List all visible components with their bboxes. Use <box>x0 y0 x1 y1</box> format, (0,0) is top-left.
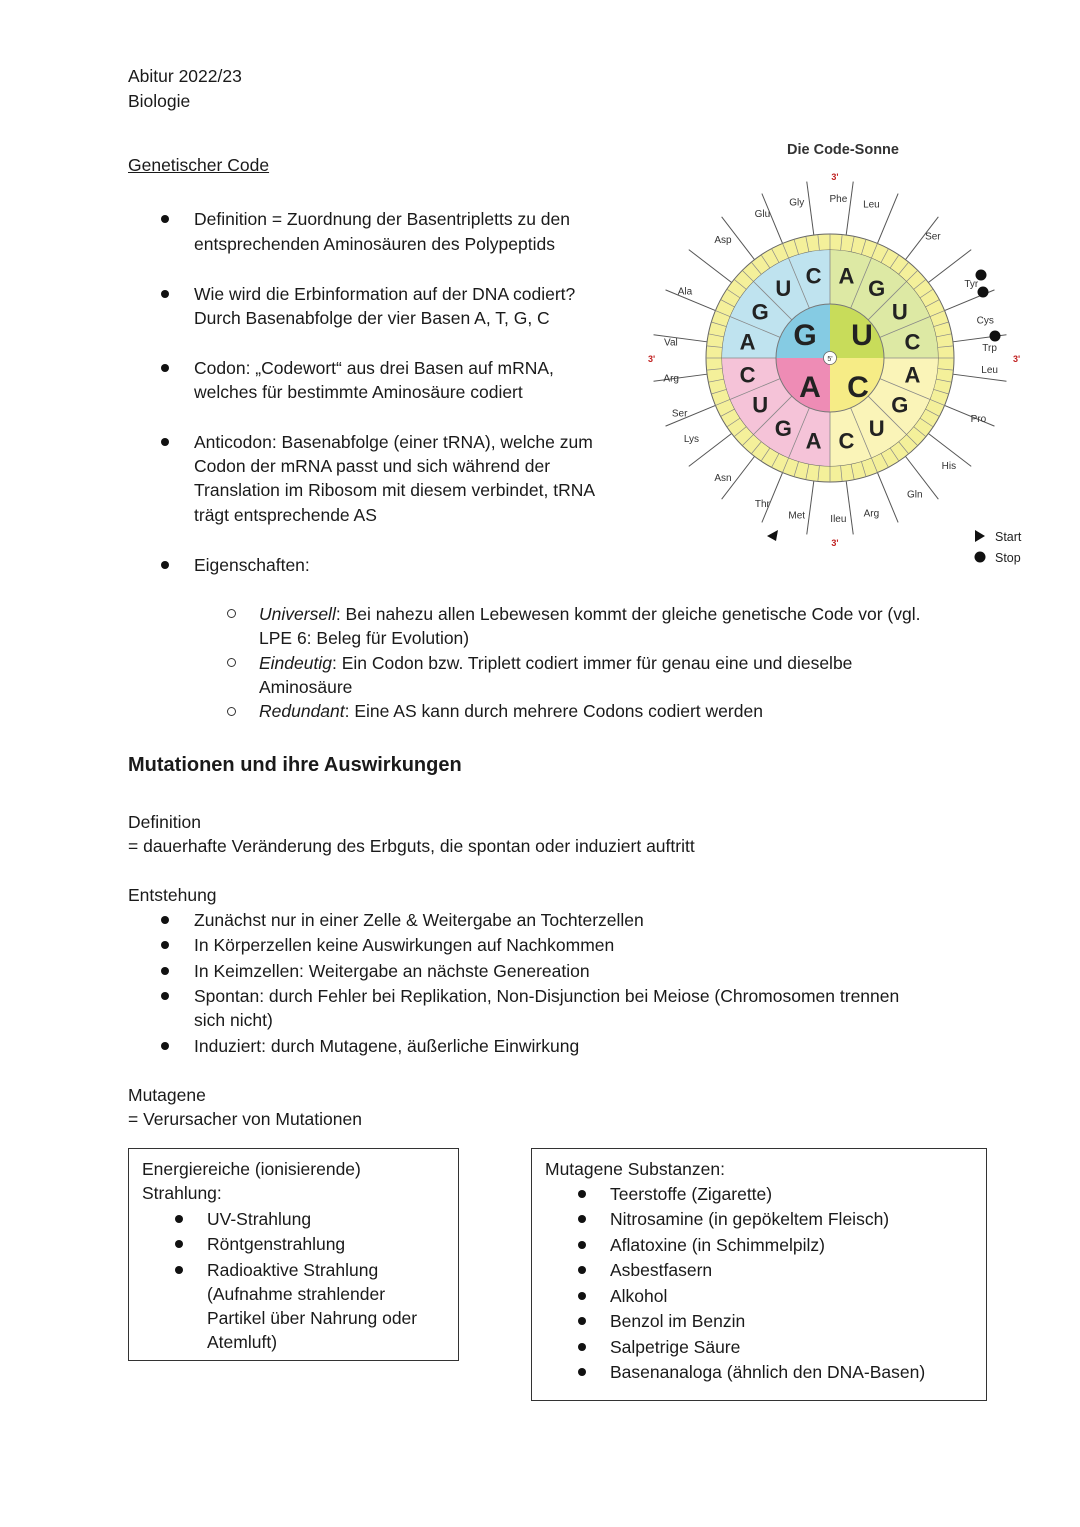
bullet-icon <box>578 1368 586 1376</box>
bullet-icon <box>578 1241 586 1249</box>
sun-ray <box>762 473 783 523</box>
bullet-icon <box>161 290 169 298</box>
code-sun-svg <box>640 136 1040 576</box>
bullet-text: Anticodon: Basenabfolge (einer tRNA), welche zum <box>194 432 593 452</box>
amino-acid-label: Ala <box>677 286 693 298</box>
start-marker-icon <box>767 530 778 541</box>
property-eindeutig-cont: Aminosäure <box>259 677 353 697</box>
amino-acid-label: Trp <box>982 342 997 354</box>
bullet-icon <box>161 561 169 569</box>
header-line-2: Biologie <box>128 91 191 111</box>
sun-ray <box>877 194 898 244</box>
property-redundant: Redundant: Eine AS kann durch mehrere Codons codiert werden <box>259 701 763 721</box>
bullet-text: Definition = Zuordnung der Basentripletts zu den <box>194 209 570 229</box>
amino-acid-label: Ileu <box>830 513 847 525</box>
amino-acid-label: Arg <box>863 508 880 520</box>
ring-2-base: G <box>868 276 886 302</box>
substance-item: Teerstoffe (Zigarette) <box>610 1184 773 1204</box>
amino-acid-label: Phe <box>829 194 848 206</box>
sun-ray <box>689 250 732 283</box>
circle-bullet-icon <box>227 707 236 716</box>
label-3-prime-top: 3' <box>831 172 839 182</box>
bullet-text: Wie wird die Erbinformation auf der DNA codiert? <box>194 284 576 304</box>
bullet-icon <box>161 992 169 1000</box>
bullet-text: welches für bestimmte Aminosäure codiert <box>194 382 523 402</box>
ring-2-base: G <box>891 392 909 418</box>
bullet-text: Codon der mRNA passt und sich während der <box>194 456 551 476</box>
sun-ray <box>945 405 995 426</box>
ring-2-base: U <box>891 299 908 325</box>
ring-2-base: A <box>805 428 822 454</box>
substance-item: Nitrosamine (in gepökeltem Fleisch) <box>610 1209 890 1229</box>
sun-ray <box>928 250 971 283</box>
legend-start-label: Start <box>995 530 1022 544</box>
property-universell: Universell: Bei nahezu allen Lebewesen kommt der gleiche genetische Code vor (vgl. <box>259 604 921 624</box>
mutagens-label: Mutagene <box>128 1085 206 1105</box>
bullet-text: Eigenschaften: <box>194 555 310 575</box>
amino-acid-label: Gln <box>907 489 923 501</box>
definition-label: Definition <box>128 812 201 832</box>
ring-2-base: C <box>805 263 822 289</box>
amino-acid-label: Asp <box>714 235 732 247</box>
legend-stop-icon <box>975 552 986 563</box>
sun-ray <box>654 335 708 342</box>
bullet-icon <box>161 941 169 949</box>
sun-ray <box>807 481 814 535</box>
bullet-icon <box>175 1240 183 1248</box>
origin-item: Induziert: durch Mutagene, äußerliche Einwirkung <box>194 1036 580 1056</box>
definition-text: = dauerhafte Veränderung des Erbguts, die spontan oder induziert auftritt <box>128 836 695 856</box>
bullet-icon <box>161 916 169 924</box>
ring-2-base: C <box>904 329 921 355</box>
radiation-item: UV-Strahlung <box>207 1209 312 1229</box>
legend-start-icon <box>975 530 985 542</box>
inner-base-g: G <box>793 319 817 352</box>
origin-item-cont: sich nicht) <box>194 1010 273 1030</box>
radiation-box <box>128 1148 459 1361</box>
amino-acid-label: Ser <box>925 231 941 243</box>
sun-ray <box>877 473 898 523</box>
bullet-icon <box>578 1215 586 1223</box>
bullet-icon <box>161 364 169 372</box>
label-3-prime-right: 3' <box>1013 354 1021 364</box>
amino-acid-label: Leu <box>981 365 998 377</box>
inner-base-c: C <box>847 371 869 404</box>
ring-2-base: A <box>904 362 921 388</box>
bullet-text: entsprechenden Aminosäuren des Polypeptids <box>194 234 555 254</box>
ring-2-base: U <box>868 415 885 441</box>
code-sun-diagram <box>640 136 1040 576</box>
radiation-item-cont: Partikel über Nahrung oder <box>207 1308 418 1328</box>
amino-acid-label: Asn <box>714 472 732 484</box>
mutagens-text: = Verursacher von Mutationen <box>128 1109 362 1129</box>
sun-ray <box>846 182 853 236</box>
origin-item: Zunächst nur in einer Zelle & Weitergabe an Tochterzellen <box>194 910 644 930</box>
ring-2-base: A <box>739 329 756 355</box>
radiation-item: Radioaktive Strahlung <box>207 1260 379 1280</box>
bullet-icon <box>161 438 169 446</box>
label-3-prime-bottom: 3' <box>831 538 839 548</box>
property-eindeutig: Eindeutig: Ein Codon bzw. Triplett codiert immer für genau eine und dieselbe <box>259 653 853 673</box>
stop-marker-icon <box>976 270 987 281</box>
amino-acid-label: Tyr <box>964 278 979 290</box>
ring-2-base: A <box>838 263 855 289</box>
amino-acid-label: Leu <box>863 199 880 211</box>
radiation-item-cont: (Aufnahme strahlender <box>207 1284 386 1304</box>
sun-ray <box>953 374 1007 381</box>
stop-marker-icon <box>990 331 1001 342</box>
sun-ray <box>846 481 853 535</box>
amino-acid-label: Cys <box>976 315 994 327</box>
substance-item: Basenanaloga (ähnlich den DNA-Basen) <box>610 1362 926 1382</box>
circle-bullet-icon <box>227 609 236 618</box>
bullet-icon <box>578 1317 586 1325</box>
bullet-icon <box>175 1215 183 1223</box>
substance-item: Aflatoxine (in Schimmelpilz) <box>610 1235 825 1255</box>
bullet-icon <box>578 1190 586 1198</box>
substances-box-title: Mutagene Substanzen: <box>545 1159 725 1179</box>
amino-acid-label: His <box>941 461 957 473</box>
amino-acid-label: Ser <box>671 408 688 420</box>
bullet-text: Translation im Ribosom mit diesem verbindet, tRNA <box>194 480 596 500</box>
amino-acid-label: Val <box>664 337 678 349</box>
sun-ray <box>807 182 814 236</box>
radiation-item: Röntgenstrahlung <box>207 1234 346 1254</box>
substance-item: Salpetrige Säure <box>610 1337 741 1357</box>
legend-stop-label: Stop <box>995 551 1021 565</box>
property-universell-cont: LPE 6: Beleg für Evolution) <box>259 628 470 648</box>
bullet-icon <box>578 1292 586 1300</box>
ring-2-base: U <box>775 276 792 302</box>
bullet-icon <box>161 1042 169 1050</box>
bullet-text: Durch Basenabfolge der vier Basen A, T, G, C <box>194 308 550 328</box>
amino-acid-label: Thr <box>754 499 770 511</box>
bullet-icon <box>175 1266 183 1274</box>
ring-2-base: G <box>751 299 769 325</box>
header-line-1: Abitur 2022/23 <box>128 66 242 86</box>
bullet-icon <box>161 215 169 223</box>
bullet-text: trägt entsprechende AS <box>194 505 377 525</box>
origin-label: Entstehung <box>128 885 217 905</box>
inner-base-u: U <box>851 319 873 352</box>
bullet-text: Codon: „Codewort“ aus drei Basen auf mRNA, <box>194 358 554 378</box>
amino-acid-label: Met <box>788 510 806 522</box>
ring-2-base: C <box>739 362 756 388</box>
amino-acid-label: Pro <box>970 413 987 425</box>
substance-item: Alkohol <box>610 1286 668 1306</box>
section-title-genetic-code: Genetischer Code <box>128 155 270 175</box>
sun-ray <box>654 374 708 381</box>
stop-marker-icon <box>978 287 989 298</box>
bullet-icon <box>578 1266 586 1274</box>
substance-item: Benzol im Benzin <box>610 1311 746 1331</box>
inner-base-a: A <box>799 371 821 404</box>
bullet-icon <box>578 1343 586 1351</box>
bullet-icon <box>161 967 169 975</box>
origin-item: In Körperzellen keine Auswirkungen auf Nachkommen <box>194 935 615 955</box>
amino-acid-label: Arg <box>663 373 679 385</box>
ring-2-base: U <box>752 392 769 418</box>
amino-acid-label: Glu <box>754 208 771 220</box>
substances-box <box>531 1148 987 1401</box>
radiation-box-title-2: Strahlung: <box>142 1183 222 1203</box>
code-sun-title: Die Code-Sonne <box>787 142 899 158</box>
origin-item: In Keimzellen: Weitergabe an nächste Genereation <box>194 961 590 981</box>
circle-bullet-icon <box>227 658 236 667</box>
amino-acid-label: Gly <box>789 197 805 209</box>
amino-acid-label: Lys <box>683 434 700 445</box>
section-title-mutations: Mutationen und ihre Auswirkungen <box>128 754 462 776</box>
ring-2-base: C <box>838 428 855 454</box>
substance-item: Asbestfasern <box>610 1260 713 1280</box>
radiation-box-title-1: Energiereiche (ionisierende) <box>142 1159 361 1179</box>
label-3-prime-left: 3' <box>648 354 656 364</box>
origin-item: Spontan: durch Fehler bei Replikation, Non-Disjunction bei Meiose (Chromosomen trennen <box>194 986 900 1006</box>
center-5-prime-label: 5' <box>827 356 833 363</box>
radiation-item-cont: Atemluft) <box>207 1332 278 1352</box>
ring-2-base: G <box>774 415 792 441</box>
